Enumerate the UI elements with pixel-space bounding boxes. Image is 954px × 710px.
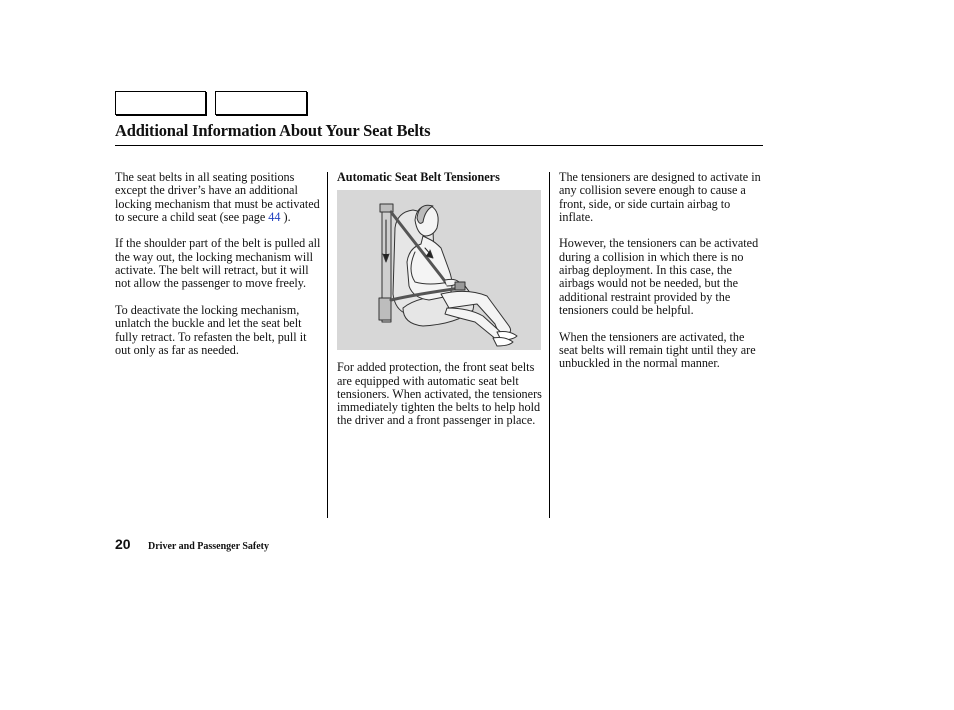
column-divider-2 — [549, 172, 550, 518]
section-heading-tensioners: Automatic Seat Belt Tensioners — [337, 170, 500, 184]
page-title: Additional Information About Your Seat Belts — [115, 121, 431, 140]
header-tab-box-right — [215, 91, 307, 115]
paragraph-text-end: ). — [280, 209, 291, 224]
seat-belt-illustration — [337, 190, 541, 350]
column-right — [559, 171, 764, 384]
paragraph-locking-activation: If the shoulder part of the belt is pulled all the way out, the locking mechanism will activate. The belt will retract, but it will not allow the passenger to move freely. — [115, 236, 321, 291]
paragraph-text: The seat belts in all seating positions except the driver’s have an additional locking mechanism that must be activated to secure a child seat (see page — [115, 170, 320, 224]
column-divider-1 — [327, 172, 328, 518]
column-middle — [337, 171, 542, 441]
paragraph-child-seat-lock — [115, 171, 322, 224]
footer-section-name: Driver and Passenger Safety — [148, 541, 270, 552]
paragraph-deactivate: To deactivate the locking mechanism, unlatch the buckle and let the seat belt fully retract. To refasten the belt, pull it out only as far as needed. — [115, 302, 307, 357]
title-rule — [115, 145, 763, 146]
page-number: 20 — [115, 536, 131, 552]
paragraph-no-airbag-deployment: However, the tensioners can be activated during a collision in which there is no airbag deployment. In this case, the airbags would not be needed, but the additional restraint provided by the tensioners could be helpful. — [559, 236, 759, 317]
header-tab-box-left — [115, 91, 206, 115]
column-left — [115, 171, 322, 370]
paragraph-belts-remain-tight: When the tensioners are activated, the seat belts will remain tight until they are unbuckled in the normal manner. — [559, 329, 756, 371]
seated-passenger-seatbelt-icon — [337, 190, 541, 350]
paragraph-tensioner-activation: The tensioners are designed to activate in any collision severe enough to cause a front, side, or side curtain airbag to inflate. — [559, 170, 761, 224]
page-link-44[interactable]: 44 — [268, 209, 281, 224]
paragraph-added-protection: For added protection, the front seat belts are equipped with automatic seat belt tensioners. When activated, the tensioners immediately tighten the belts to help hold the driver and a front passenger in place. — [337, 360, 542, 428]
